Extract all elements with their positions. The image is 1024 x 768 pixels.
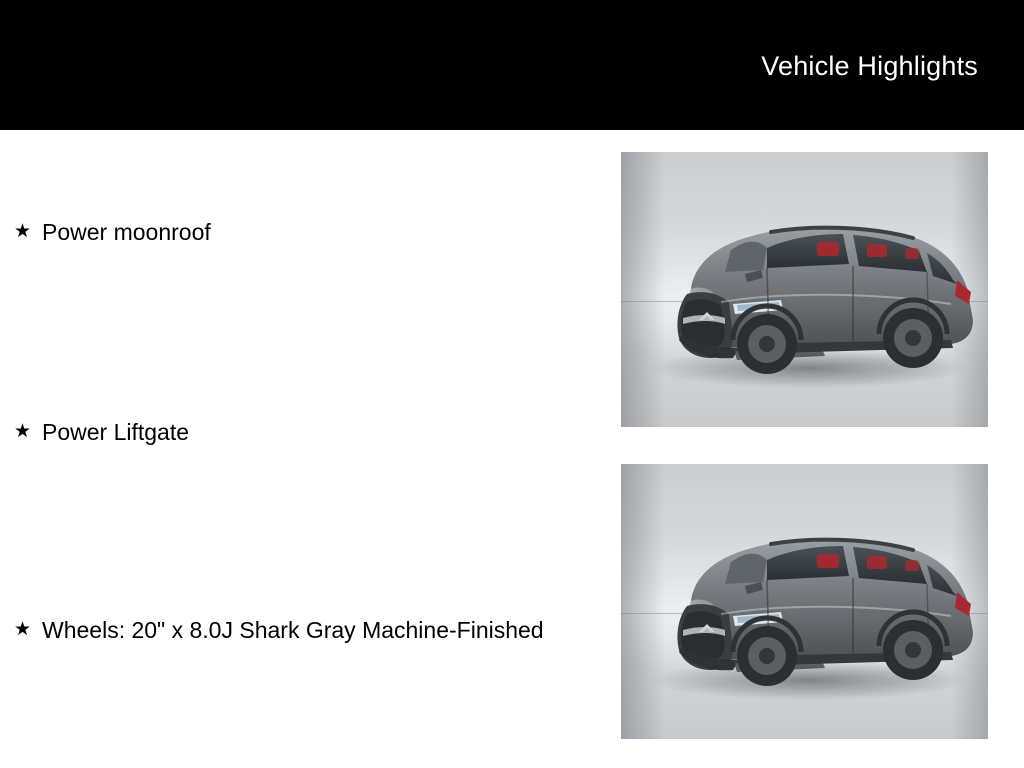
vehicle-illustration xyxy=(621,464,988,739)
list-item xyxy=(14,417,574,447)
header-bar xyxy=(0,0,1024,130)
list-item xyxy=(14,217,574,247)
list-item-label: Power moonroof xyxy=(42,219,211,245)
highlights-list xyxy=(0,130,600,768)
page-title: Vehicle Highlights xyxy=(761,51,978,81)
list-item-label: Wheels: 20" x 8.0J Shark Gray Machine-Finished xyxy=(42,617,544,643)
star-icon: ★ xyxy=(14,221,32,242)
star-icon: ★ xyxy=(14,619,32,640)
list-item xyxy=(14,615,574,645)
vehicle-illustration xyxy=(621,152,988,427)
vehicle-photo-front-three-quarter-top xyxy=(621,152,988,427)
star-icon: ★ xyxy=(14,421,32,442)
vehicle-photo-front-three-quarter-bottom xyxy=(621,464,988,739)
list-item-label: Power Liftgate xyxy=(42,419,190,445)
